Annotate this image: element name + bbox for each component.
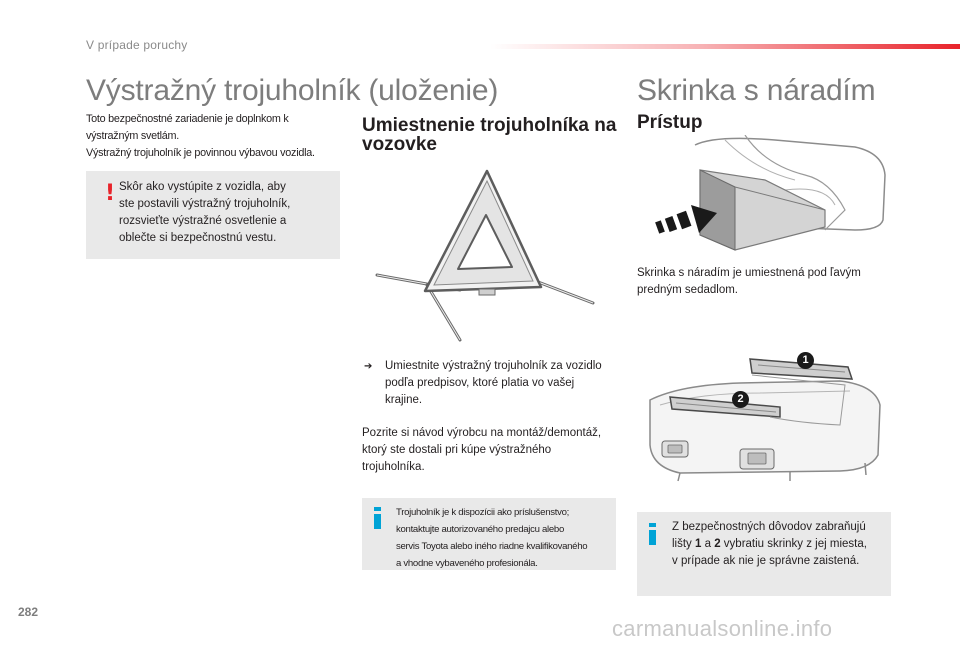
info-icon — [649, 523, 657, 545]
page-number: 282 — [18, 605, 39, 619]
watermark: carmanualsonline.info — [612, 616, 833, 641]
warning-line: rozsvieťte výstražné osvetlenie a — [119, 215, 287, 227]
warning-exclamation-icon: ! — [104, 181, 116, 206]
info-line: lišty 1 a 2 vybratiu skrinky z jej miesta, — [672, 538, 867, 550]
heading-line: vozovke — [362, 134, 437, 155]
intro-line: výstražným svetlám. — [86, 130, 180, 142]
warning-triangle-illustration — [365, 165, 610, 350]
info-line: Z bezpečnostných dôvodov zabraňujú — [672, 521, 866, 533]
para-line: Pozrite si návod výrobcu na montáž/demontáž, — [362, 427, 602, 439]
accessory-info-text — [396, 504, 587, 572]
callout-badge-2: 2 — [732, 391, 749, 408]
seat-base-latches-illustration — [640, 345, 890, 485]
safety-info-text — [672, 519, 867, 570]
page-title: Výstražný trojuholník (uloženie) — [86, 74, 499, 107]
info-icon — [374, 507, 382, 529]
info-line: kontaktujte autorizovaného predajcu alebo — [396, 524, 564, 535]
bullet-line: krajine. — [385, 394, 423, 406]
bullet-line: Umiestnite výstražný trojuholník za vozidlo — [385, 360, 602, 372]
info-line: a vhodne vybaveného profesionála. — [396, 558, 538, 569]
header-accent-bar — [490, 44, 960, 49]
desc-line: predným sedadlom. — [637, 284, 738, 296]
warning-line: ste postavili výstražný trojuholník, — [119, 198, 291, 210]
intro-line: Výstražný trojuholník je povinnou výbavou vozidla. — [86, 147, 315, 159]
heading-line: Umiestnenie trojuholníka na — [362, 115, 617, 136]
section-heading-placement — [362, 116, 616, 154]
warning-line: Skôr ako vystúpite z vozidla, aby — [119, 181, 286, 193]
info-line: servis Toyota alebo iného riadne kvalifikovaného — [396, 541, 588, 552]
section-title-toolbox: Skrinka s náradím — [637, 74, 876, 107]
desc-line: Skrinka s náradím je umiestnená pod ľavým — [637, 267, 861, 279]
warning-note — [86, 171, 340, 259]
warning-text — [119, 179, 290, 247]
para-line: trojuholníka. — [362, 461, 425, 473]
para-line: ktorý ste dostali pri kúpe výstražného — [362, 444, 552, 456]
callout-badge-1: 1 — [797, 352, 814, 369]
safety-info-note — [637, 512, 891, 596]
bullet-line: podľa predpisov, ktoré platia vo vašej — [385, 377, 575, 389]
section-label: V prípade poruchy — [86, 38, 188, 52]
bullet-arrow-icon: ➔ — [364, 361, 373, 372]
info-line: Trojuholník je k dispozícii ako príslušenstvo; — [396, 507, 570, 518]
intro-line: Toto bezpečnostné zariadenie je doplnkom k — [86, 113, 289, 125]
seat-toolbox-illustration — [655, 135, 890, 260]
warning-line: oblečte si bezpečnostnú vestu. — [119, 232, 277, 244]
info-line: v prípade ak nie je správne zaistená. — [672, 555, 860, 567]
toolbox-location-text — [637, 265, 861, 299]
bullet-item — [362, 358, 622, 409]
subheading-access: Prístup — [637, 112, 703, 133]
intro-text — [86, 111, 315, 162]
accessory-info-note — [362, 498, 616, 570]
manufacturer-note — [362, 425, 601, 476]
